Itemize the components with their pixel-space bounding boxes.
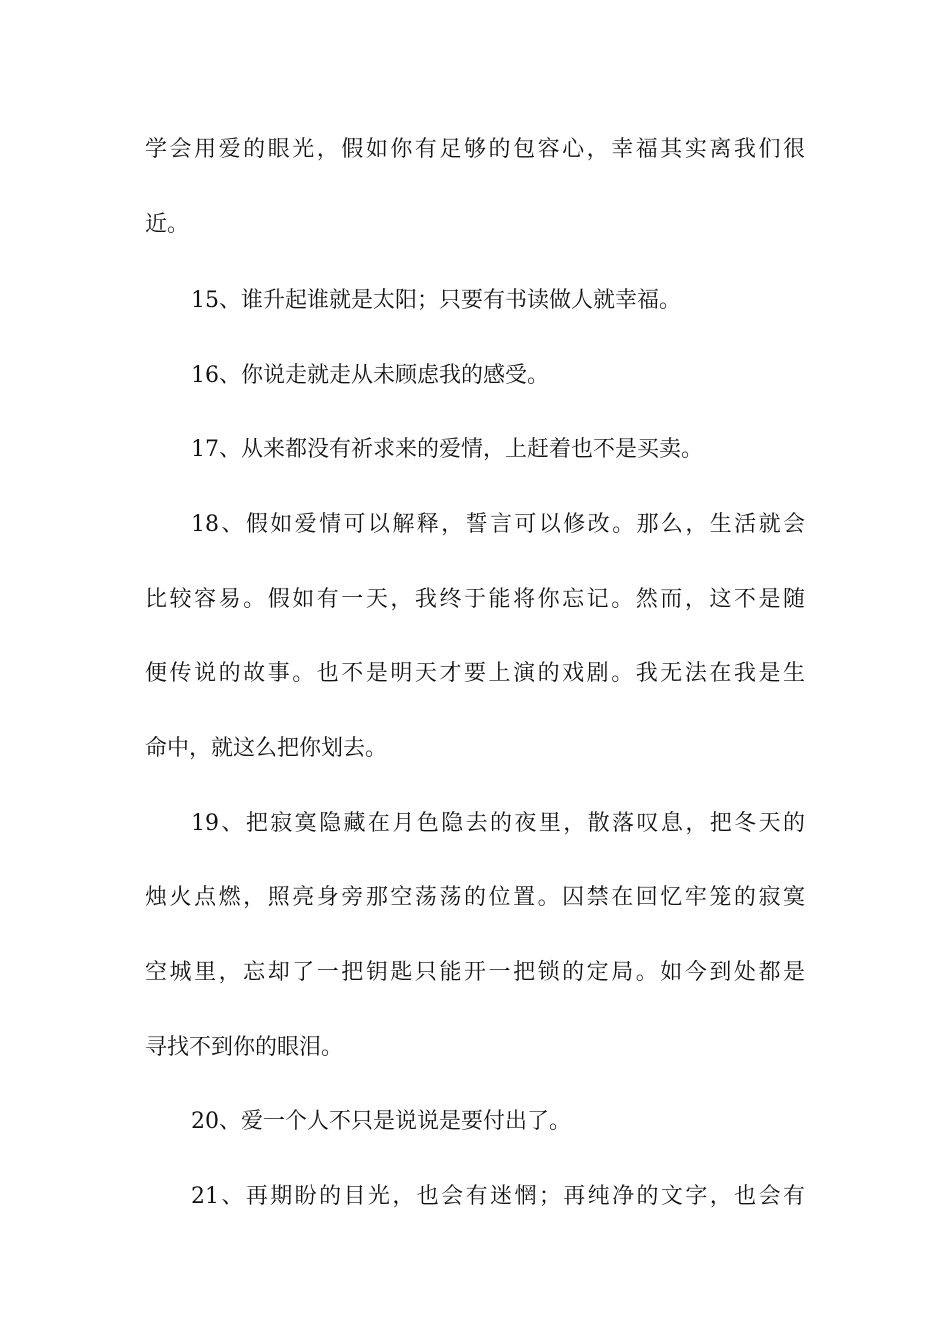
text-line: 空城里，忘却了一把钥匙只能开一把锁的定局。如今到处都是 <box>145 960 805 985</box>
text-line: 20、爱一个人不只是说说是要付出了。 <box>191 1109 571 1134</box>
text-line: 15、谁升起谁就是太阳；只要有书读做人就幸福。 <box>191 288 681 313</box>
text-line: 18、假如爱情可以解释，誓言可以修改。那么，生活就会 <box>191 512 805 537</box>
text-line: 近。 <box>145 212 190 237</box>
text-line: 命中，就这么把你划去。 <box>145 736 388 761</box>
text-line: 寻找不到你的眼泪。 <box>145 1035 344 1060</box>
text-line: 16、你说走就走从未顾虑我的感受。 <box>191 363 549 388</box>
text-line: 比较容易。假如有一天，我终于能将你忘记。然而，这不是随 <box>145 587 805 612</box>
text-line: 19、把寂寞隐藏在月色隐去的夜里，散落叹息，把冬天的 <box>191 811 805 836</box>
text-line: 烛火点燃，照亮身旁那空荡荡的位置。囚禁在回忆牢笼的寂寞 <box>145 885 805 910</box>
text-line: 21、再期盼的目光，也会有迷惘；再纯净的文字，也会有 <box>191 1184 805 1209</box>
text-line: 17、从来都没有祈求来的爱情，上赶着也不是买卖。 <box>191 437 703 462</box>
text-line: 便传说的故事。也不是明天才要上演的戏剧。我无法在我是生 <box>145 661 805 686</box>
text-line: 学会用爱的眼光，假如你有足够的包容心，幸福其实离我们很 <box>145 137 805 162</box>
